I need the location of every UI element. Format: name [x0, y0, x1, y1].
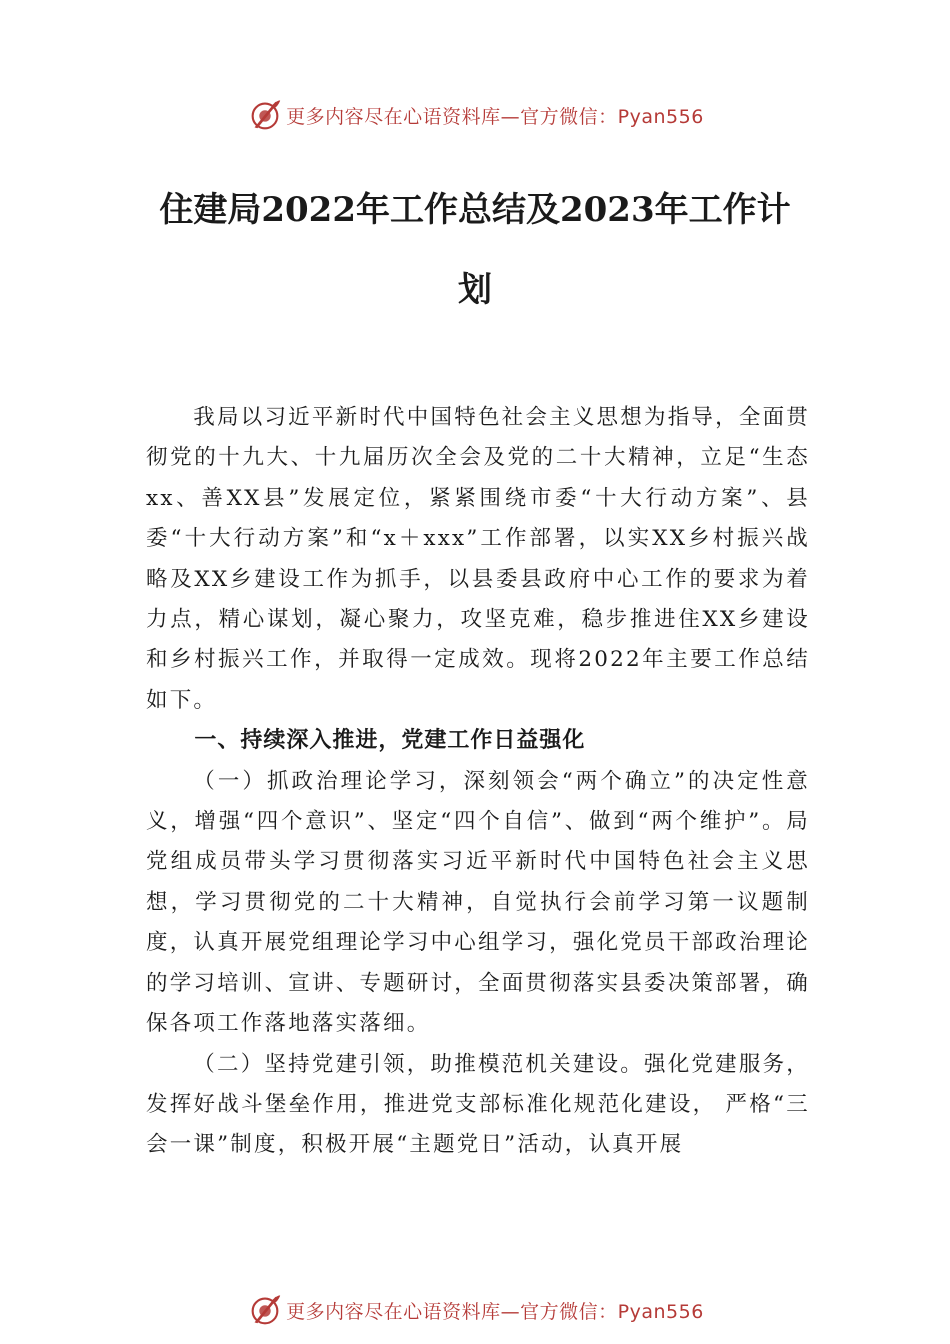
intro-paragraph: 我局以习近平新时代中国特色社会主义思想为指导，全面贯彻党的十九大、十九届历次全会及党的二十大精神，立足“生态xx、善XX县”发展定位，紧紧围绕市委“十大行动方案”、县委“十大行动方案”和“x＋xxx”工作部署，以实XX乡村振兴战略及XX乡建设工作为抓手，以县委县政府中心工作的要求为着力点，精心谋划，凝心聚力，攻坚克难，稳步推进住XX乡建设和乡村振兴工作，并取得一定成效。现将2022年主要工作总结如下。: [146, 405, 810, 713]
watermark-footer: [0, 1290, 950, 1330]
body-paragraph: （二）坚持党建引领，助推模范机关建设。强化党建服务，发挥好战斗堡垒作用，推进党支部标准化规范化建设， 严格“三会一课”制度，积极开展“主题党日”活动，认真开展: [146, 1051, 810, 1158]
watermark-header: [0, 95, 950, 135]
quill-seal-logo-icon: [246, 1291, 284, 1329]
quill-seal-logo-icon: [246, 96, 284, 134]
document-title: 住建局2022年工作总结及2023年工作计划: [159, 190, 791, 310]
body-paragraph: （一）抓政治理论学习，深刻领会“两个确立”的决定性意义，增强“四个意识”、坚定“四个自信”、做到“两个维护”。局党组成员带头学习贯彻落实习近平新时代中国特色社会主义思想，学习贯彻党的二十大精神，自觉执行会前学习第一议题制度，认真开展党组理论学习中心组学习，强化党员干部政治理论的学习培训、宣讲、专题研讨，全面贯彻落实县委决策部署，确保各项工作落地落实落细。: [146, 768, 810, 1037]
document-body: [146, 398, 810, 1166]
watermark-text: 更多内容尽在心语资料库—官方微信：Pyan556: [286, 1300, 704, 1323]
section-heading: 一、持续深入推进，党建工作日益强化: [194, 728, 586, 754]
watermark-text: 更多内容尽在心语资料库—官方微信：Pyan556: [286, 105, 704, 128]
